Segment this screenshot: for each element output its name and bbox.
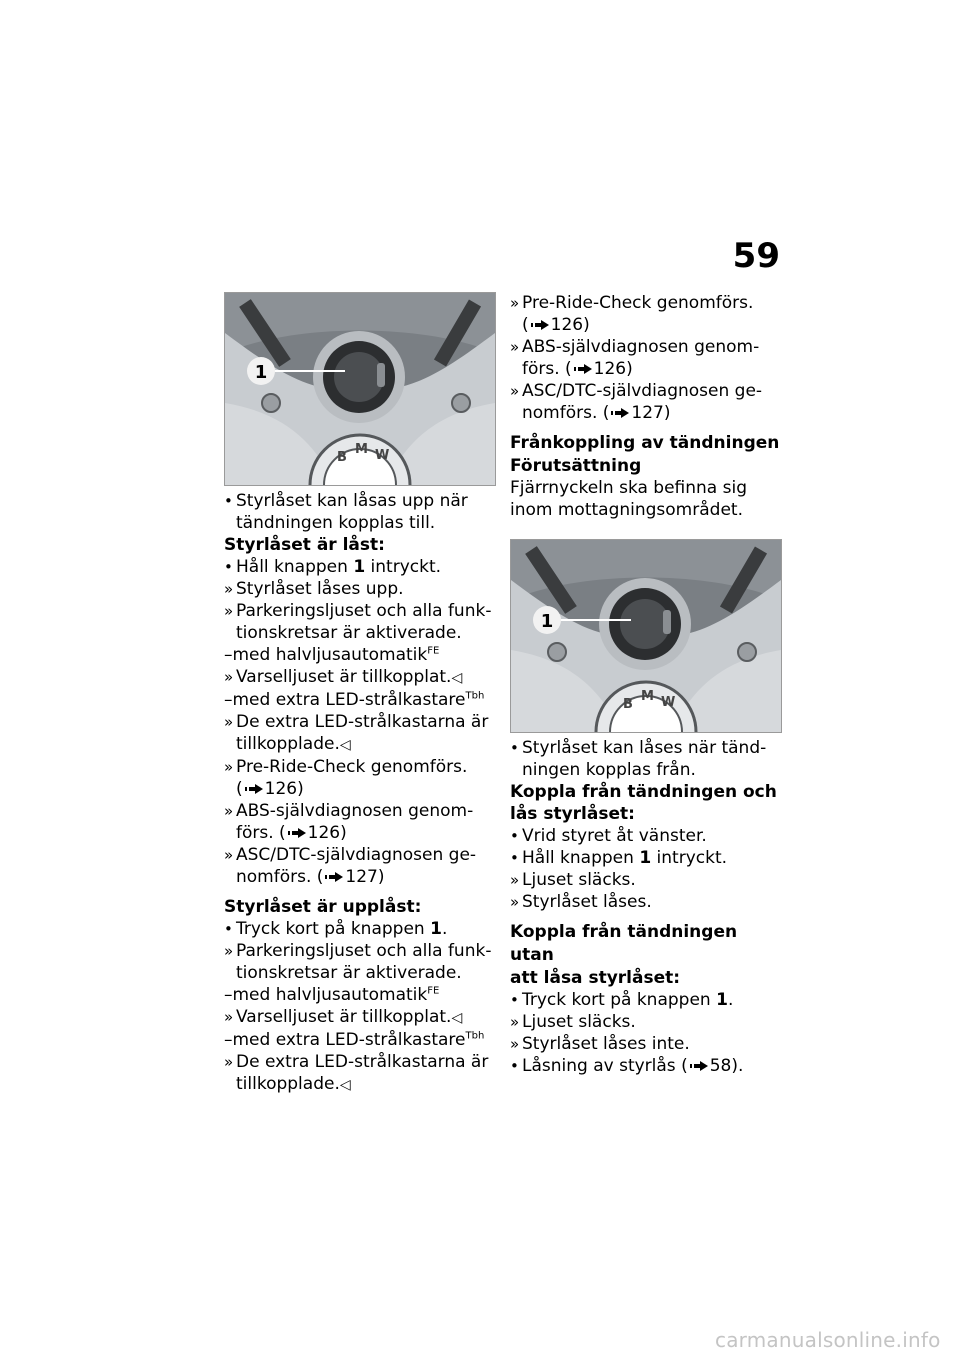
continuation-line bbox=[510, 759, 782, 781]
section-heading bbox=[510, 967, 782, 989]
ignition-illustration bbox=[225, 293, 495, 485]
result-marker: » bbox=[224, 713, 234, 731]
bullet-item bbox=[224, 490, 496, 512]
line-text: ASC/DTC-självdiagnosen ge- bbox=[522, 381, 763, 401]
right-column-text-top bbox=[510, 292, 782, 521]
line-text: Parkeringsljuset och alla funk- bbox=[236, 601, 492, 621]
line-text: Frånkoppling av tändningen bbox=[510, 433, 780, 453]
line-text: Ljuset släcks. bbox=[522, 1012, 636, 1032]
line-text: ) bbox=[626, 359, 633, 379]
right-column bbox=[510, 292, 782, 1077]
line-text: ABS-självdiagnosen genom- bbox=[236, 801, 474, 821]
result-item bbox=[224, 940, 496, 962]
logo-letter-m: M bbox=[355, 442, 368, 457]
arrow-right-icon bbox=[574, 364, 592, 374]
bullet-marker: • bbox=[510, 849, 519, 867]
line-text: ASC/DTC-självdiagnosen ge- bbox=[236, 845, 477, 865]
logo-letter-b: B bbox=[623, 697, 633, 712]
bullet-marker: • bbox=[510, 1057, 519, 1075]
section-heading bbox=[510, 432, 782, 455]
line-text: . bbox=[441, 919, 448, 939]
line-text: Styrlåset är upplåst: bbox=[224, 897, 422, 917]
line-text: Tryck kort på knappen bbox=[236, 919, 431, 939]
logo-letter-m: M bbox=[641, 689, 654, 704]
logo-letter-w: W bbox=[661, 695, 676, 710]
right-column-text-bottom bbox=[510, 737, 782, 1077]
line-text: ) bbox=[297, 779, 304, 799]
line-text: Varselljuset är tillkopplat. bbox=[236, 667, 452, 687]
line-text: Fjärrnyckeln ska befinna sig bbox=[510, 478, 748, 498]
condition-marker: – bbox=[224, 985, 233, 1005]
continuation-line bbox=[224, 962, 496, 984]
result-item bbox=[510, 891, 782, 913]
page-reference: 126 bbox=[550, 315, 584, 335]
line-text: Styrlåset låses. bbox=[522, 892, 652, 912]
continuation-line bbox=[224, 866, 496, 888]
line-text: tillkopplade. bbox=[236, 734, 340, 754]
option-code: Tbh bbox=[465, 690, 485, 702]
line-text: att låsa styrlåset: bbox=[510, 968, 681, 988]
line-text: inom mottagningsområdet. bbox=[510, 500, 743, 520]
line-text: . bbox=[727, 990, 734, 1010]
arrow-right-icon bbox=[245, 784, 263, 794]
result-marker: » bbox=[224, 1008, 234, 1026]
logo-letter-b: B bbox=[337, 450, 347, 465]
bullet-marker: • bbox=[224, 492, 233, 510]
line-text: Ljuset släcks. bbox=[522, 870, 636, 890]
result-item bbox=[224, 1051, 496, 1073]
option-code: FE bbox=[427, 645, 440, 657]
callout-label-1: 1 bbox=[254, 362, 268, 383]
line-text: förs. ( bbox=[522, 359, 572, 379]
arrow-right-icon bbox=[690, 1061, 708, 1071]
line-text: Styrlåset kan låses när tänd- bbox=[522, 738, 767, 758]
watermark: carmanualsonline.info bbox=[715, 1328, 941, 1352]
result-item bbox=[510, 380, 782, 402]
ignition-photo-left bbox=[224, 292, 496, 486]
continuation-line bbox=[224, 512, 496, 534]
line-text: Pre-Ride-Check genomförs. bbox=[236, 757, 468, 777]
result-item bbox=[224, 756, 496, 778]
line-text: Håll knappen bbox=[522, 848, 640, 868]
continuation-line bbox=[224, 778, 496, 800]
condition-marker: – bbox=[224, 690, 233, 710]
line-text: lås styrlåset: bbox=[510, 804, 635, 824]
body-text bbox=[510, 477, 782, 499]
line-text: De extra LED-strålkastarna är bbox=[236, 1052, 489, 1072]
result-item bbox=[510, 1011, 782, 1033]
line-text: ningen kopplas från. bbox=[522, 760, 696, 780]
line-text: De extra LED-strålkastarna är bbox=[236, 712, 489, 732]
section-heading bbox=[224, 534, 496, 556]
condition-marker: – bbox=[224, 645, 233, 665]
line-text: Förutsättning bbox=[510, 456, 642, 476]
bullet-marker: • bbox=[510, 827, 519, 845]
section-heading bbox=[510, 781, 782, 803]
line-text: Låsning av styrlås ( bbox=[522, 1056, 688, 1076]
result-marker: » bbox=[224, 758, 234, 776]
line-text: ). bbox=[731, 1056, 744, 1076]
line-text: Håll knappen bbox=[236, 557, 354, 577]
line-text: tionskretsar är aktiverade. bbox=[236, 963, 462, 983]
page-reference: 127 bbox=[345, 867, 378, 887]
bullet-marker: • bbox=[224, 920, 233, 938]
page-reference: 126 bbox=[264, 779, 298, 799]
result-marker: » bbox=[224, 802, 234, 820]
result-marker: » bbox=[510, 1013, 520, 1031]
arrow-right-icon bbox=[325, 872, 343, 882]
callout-number: 1 bbox=[430, 919, 442, 939]
bullet-marker: • bbox=[510, 739, 519, 757]
callout-number: 1 bbox=[716, 990, 728, 1010]
line-text: Pre-Ride-Check genomförs. bbox=[522, 293, 754, 313]
callout-number: 1 bbox=[639, 848, 652, 868]
condition-line bbox=[224, 644, 496, 666]
line-text: Parkeringsljuset och alla funk- bbox=[236, 941, 492, 961]
line-text: ) bbox=[663, 403, 671, 423]
line-text: tillkopplade. bbox=[236, 1074, 340, 1094]
result-marker: » bbox=[224, 580, 234, 598]
result-item bbox=[224, 666, 496, 689]
result-item bbox=[510, 292, 782, 314]
condition-line bbox=[224, 1029, 496, 1051]
section-heading bbox=[224, 896, 496, 918]
result-item bbox=[224, 1006, 496, 1029]
bullet-item bbox=[510, 847, 782, 869]
condition-line bbox=[224, 689, 496, 711]
result-item bbox=[224, 600, 496, 622]
continuation-line bbox=[224, 622, 496, 644]
line-text: Varselljuset är tillkopplat. bbox=[236, 1007, 452, 1027]
condition-marker: – bbox=[224, 1030, 233, 1050]
condition-line bbox=[224, 984, 496, 1006]
line-text: Styrlåset är låst: bbox=[224, 535, 385, 555]
line-text: Koppla från tändningen och bbox=[510, 782, 777, 802]
line-text: nomförs. ( bbox=[236, 867, 324, 887]
triangle-left-icon: ◁ bbox=[339, 737, 351, 753]
result-marker: » bbox=[224, 1053, 234, 1071]
line-text: intryckt. bbox=[365, 557, 442, 577]
page-reference: 126 bbox=[593, 359, 627, 379]
result-marker: » bbox=[224, 602, 234, 620]
result-item bbox=[510, 336, 782, 358]
result-marker: » bbox=[510, 871, 520, 889]
line-text: ) bbox=[340, 823, 347, 843]
line-text: tändningen kopplas till. bbox=[236, 513, 436, 533]
callout-number: 1 bbox=[353, 557, 366, 577]
triangle-left-icon: ◁ bbox=[339, 1077, 351, 1093]
page-number: 59 bbox=[732, 236, 780, 276]
result-item bbox=[224, 800, 496, 822]
option-code: Tbh bbox=[465, 1030, 485, 1042]
line-text: med halvljusautomatik bbox=[232, 645, 428, 665]
line-text: Styrlåset låses inte. bbox=[522, 1034, 690, 1054]
line-text: med extra LED-strålkastare bbox=[232, 1030, 466, 1050]
triangle-left-icon: ◁ bbox=[451, 1010, 463, 1026]
option-code: FE bbox=[427, 985, 440, 997]
line-text: ABS-självdiagnosen genom- bbox=[522, 337, 760, 357]
bullet-item bbox=[224, 918, 496, 940]
arrow-right-icon bbox=[611, 408, 629, 418]
result-marker: » bbox=[510, 382, 520, 400]
page-reference: 127 bbox=[631, 403, 664, 423]
line-text: Tryck kort på knappen bbox=[522, 990, 717, 1010]
section-heading bbox=[510, 803, 782, 825]
bullet-item bbox=[510, 989, 782, 1011]
result-marker: » bbox=[510, 893, 520, 911]
result-item bbox=[224, 844, 496, 866]
continuation-line bbox=[510, 402, 782, 424]
continuation-line bbox=[510, 358, 782, 380]
result-marker: » bbox=[510, 338, 520, 356]
arrow-right-icon bbox=[288, 828, 306, 838]
line-text: nomförs. ( bbox=[522, 403, 610, 423]
left-column-text bbox=[224, 490, 496, 1096]
line-text: tionskretsar är aktiverade. bbox=[236, 623, 462, 643]
result-marker: » bbox=[224, 668, 234, 686]
line-text: förs. ( bbox=[236, 823, 286, 843]
line-text: Styrlåset kan låsas upp när bbox=[236, 491, 468, 511]
continuation-line bbox=[224, 1073, 496, 1096]
result-item bbox=[224, 578, 496, 600]
bullet-marker: • bbox=[510, 991, 519, 1009]
arrow-right-icon bbox=[531, 320, 549, 330]
result-marker: » bbox=[510, 1035, 520, 1053]
bullet-item bbox=[224, 556, 496, 578]
continuation-line bbox=[510, 314, 782, 336]
line-text: ( bbox=[522, 315, 529, 335]
line-text: ) bbox=[377, 867, 385, 887]
ignition-photo-right bbox=[510, 539, 782, 733]
continuation-line bbox=[224, 822, 496, 844]
line-text: ) bbox=[583, 315, 590, 335]
result-item bbox=[510, 869, 782, 891]
bullet-item bbox=[510, 737, 782, 759]
bullet-item bbox=[510, 1055, 782, 1077]
line-text: Vrid styret åt vänster. bbox=[522, 826, 707, 846]
page-reference: 58 bbox=[709, 1056, 732, 1076]
result-marker: » bbox=[224, 846, 234, 864]
line-text: med extra LED-strålkastare bbox=[232, 690, 466, 710]
continuation-line bbox=[224, 733, 496, 756]
result-marker: » bbox=[510, 294, 520, 312]
line-text: ( bbox=[236, 779, 243, 799]
section-heading bbox=[510, 455, 782, 477]
triangle-left-icon: ◁ bbox=[451, 670, 463, 686]
callout-label-1: 1 bbox=[540, 611, 554, 632]
line-text: med halvljusautomatik bbox=[232, 985, 428, 1005]
line-text: Koppla från tändningen utan bbox=[510, 922, 738, 965]
line-text: intryckt. bbox=[651, 848, 728, 868]
bullet-item bbox=[510, 825, 782, 847]
result-marker: » bbox=[224, 942, 234, 960]
logo-letter-w: W bbox=[375, 448, 390, 463]
result-item bbox=[224, 711, 496, 733]
page-reference: 126 bbox=[307, 823, 341, 843]
ignition-illustration bbox=[511, 540, 781, 732]
bullet-marker: • bbox=[224, 558, 233, 576]
result-item bbox=[510, 1033, 782, 1055]
line-text: Styrlåset låses upp. bbox=[236, 579, 404, 599]
body-text bbox=[510, 499, 782, 521]
section-heading bbox=[510, 921, 782, 967]
left-column bbox=[224, 292, 496, 1096]
